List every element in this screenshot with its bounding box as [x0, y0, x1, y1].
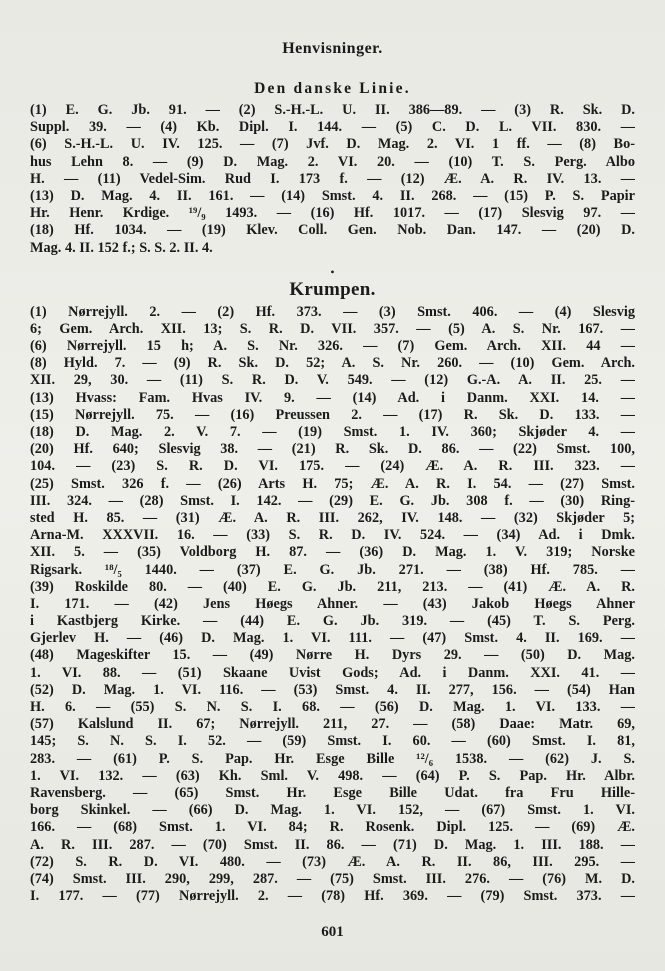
- reference-line: (8) Hyld. 7. — (9) R. Sk. D. 52; A. S. Nr. 260. — (10) Gem. Arch.: [30, 355, 635, 372]
- reference-line: (57) Kalslund II. 67; Nørrejyll. 211, 27. — (58) Daae: Matr. 69,: [30, 716, 635, 733]
- reference-line: borg Skinkel. — (66) D. Mag. 1. VI. 152, — (67) Smst. 1. VI.: [30, 802, 635, 819]
- reference-line: (1) Nørrejyll. 2. — (2) Hf. 373. — (3) Smst. 406. — (4) Slesvig: [30, 303, 635, 320]
- reference-line: A. R. III. 287. — (70) Smst. II. 86. — (71) D. Mag. 1. III. 188. —: [30, 836, 635, 853]
- reference-line: H. — (11) Vedel-Sim. Rud I. 173 f. — (12) Æ. A. R. IV. 13. —: [30, 170, 635, 187]
- reference-line: (13) Hvass: Fam. Hvas IV. 9. — (14) Ad. i Danm. XXI. 14. —: [30, 389, 635, 406]
- reference-line: (1) E. G. Jb. 91. — (2) S.-H.-L. U. II. 386—89. — (3) R. Sk. D.: [30, 102, 635, 118]
- reference-line: I. 177. — (77) Nørrejyll. 2. — (78) Hf. 369. — (79) Smst. 373. —: [30, 888, 635, 905]
- section-title-krumpen: Krumpen.: [289, 278, 376, 300]
- reference-line: XII. 5. — (35) Voldborg H. 87. — (36) D. Mag. 1. V. 319; Norske: [30, 544, 635, 561]
- reference-line: 283. — (61) P. S. Pap. Hr. Esge Bille ¹²/₆ 1538. — (62) J. S.: [30, 750, 635, 767]
- section-title-den-danske-linie: Den danske Linie.: [254, 80, 411, 97]
- page-title: Henvisninger.: [282, 40, 383, 57]
- reference-line: (20) Hf. 640; Slesvig 38. — (21) R. Sk. D. 86. — (22) Smst. 100,: [30, 441, 635, 458]
- reference-line: 166. — (68) Smst. 1. VI. 84; R. Rosenk. Dipl. 125. — (69) Æ.: [30, 819, 635, 836]
- reference-line: (25) Smst. 326 f. — (26) Arts H. 75; Æ. A. R. I. 54. — (27) Smst.: [30, 475, 635, 492]
- reference-line: Ravensberg. — (65) Smst. Hr. Esge Bille Udat. fra Fru Hille-: [30, 784, 635, 801]
- reference-line: (48) Mageskifter 15. — (49) Nørre H. Dyrs 29. — (50) D. Mag.: [30, 647, 635, 664]
- reference-line: Mag. 4. II. 152 f.; S. S. 2. II. 4.: [30, 239, 213, 256]
- reference-line: (6) S.-H.-L. U. IV. 125. — (7) Jvf. D. Mag. 2. VI. 1 ff. — (8) Bo-: [30, 136, 635, 153]
- reference-line: i Kastbjerg Kirke. — (44) E. G. Jb. 319. — (45) T. S. Perg.: [30, 613, 635, 630]
- reference-line: 145; S. N. S. I. 52. — (59) Smst. I. 60. — (60) Smst. I. 81,: [30, 733, 635, 750]
- reference-line: (72) S. R. D. VI. 480. — (73) Æ. A. R. II. 86, III. 295. —: [30, 853, 635, 870]
- reference-line: Arna-M. XXXVII. 16. — (33) S. R. D. IV. 524. — (34) Ad. i Dmk.: [30, 527, 635, 544]
- reference-line: (74) Smst. III. 290, 299, 287. — (75) Smst. III. 276. — (76) M. D.: [30, 870, 635, 887]
- reference-line: sted H. 85. — (31) Æ. A. R. III. 262, IV. 148. — (32) Skjøder 5;: [30, 509, 635, 526]
- reference-line: (15) Nørrejyll. 75. — (16) Preussen 2. — (17) R. Sk. D. 133. —: [30, 406, 635, 423]
- reference-line: Suppl. 39. — (4) Kb. Dipl. I. 144. — (5) C. D. L. VII. 830. —: [30, 119, 635, 136]
- reference-line: Hr. Henr. Krdige. ¹⁹/₉ 1493. — (16) Hf. 1017. — (17) Slesvig 97. —: [30, 205, 635, 222]
- reference-line: III. 324. — (28) Smst. I. 142. — (29) E. G. Jb. 308 f. — (30) Ring-: [30, 492, 635, 509]
- reference-line: (18) D. Mag. 2. V. 7. — (19) Smst. 1. IV. 360; Skjøder 4. —: [30, 424, 635, 440]
- reference-line: Rigsark. ¹⁸/₅ 1440. — (37) E. G. Jb. 271. — (38) Hf. 785. —: [30, 561, 635, 578]
- reference-line: H. 6. — (55) S. N. S. I. 68. — (56) D. Mag. 1. VI. 133. —: [30, 699, 635, 715]
- reference-line: (52) D. Mag. 1. VI. 116. — (53) Smst. 4. II. 277, 156. — (54) Han: [30, 681, 635, 698]
- reference-line: hus Lehn 8. — (9) D. Mag. 2. VI. 20. — (10) T. S. Perg. Albo: [30, 153, 635, 170]
- reference-line: (13) D. Mag. 4. II. 161. — (14) Smst. 4. II. 268. — (15) P. S. Papir: [30, 187, 635, 204]
- references-den-danske-linie: [30, 102, 635, 257]
- reference-line: 1. VI. 132. — (63) Kh. Sml. V. 498. — (64) P. S. Pap. Hr. Albr.: [30, 767, 635, 784]
- reference-line: 6; Gem. Arch. XII. 13; S. R. D. VII. 357. — (5) A. S. Nr. 167. —: [30, 320, 635, 337]
- reference-line: I. 171. — (42) Jens Høegs Ahner. — (43) Jakob Høegs Ahner: [30, 595, 635, 612]
- reference-line: (39) Roskilde 80. — (40) E. G. Jb. 211, 213. — (41) Æ. A. R.: [30, 578, 635, 595]
- reference-line: (18) Hf. 1034. — (19) Klev. Coll. Gen. Nob. Dan. 147. — (20) D.: [30, 222, 635, 239]
- page-number: 601: [321, 924, 344, 940]
- section-divider: •: [330, 264, 335, 279]
- reference-line: Gjerlev H. — (46) D. Mag. 1. VI. 111. — (47) Smst. 4. II. 169. —: [30, 630, 635, 647]
- reference-line: 104. — (23) S. R. D. VI. 175. — (24) Æ. A. R. III. 323. —: [30, 458, 635, 475]
- reference-line: 1. VI. 88. — (51) Skaane Uvist Gods; Ad. i Danm. XXI. 41. —: [30, 664, 635, 681]
- reference-line: (6) Nørrejyll. 15 h; A. S. Nr. 326. — (7) Gem. Arch. XII. 44 —: [30, 338, 635, 355]
- reference-line: XII. 29, 30. — (11) S. R. D. V. 549. — (12) G.-A. A. II. 25. —: [30, 372, 635, 389]
- references-krumpen: [30, 304, 635, 906]
